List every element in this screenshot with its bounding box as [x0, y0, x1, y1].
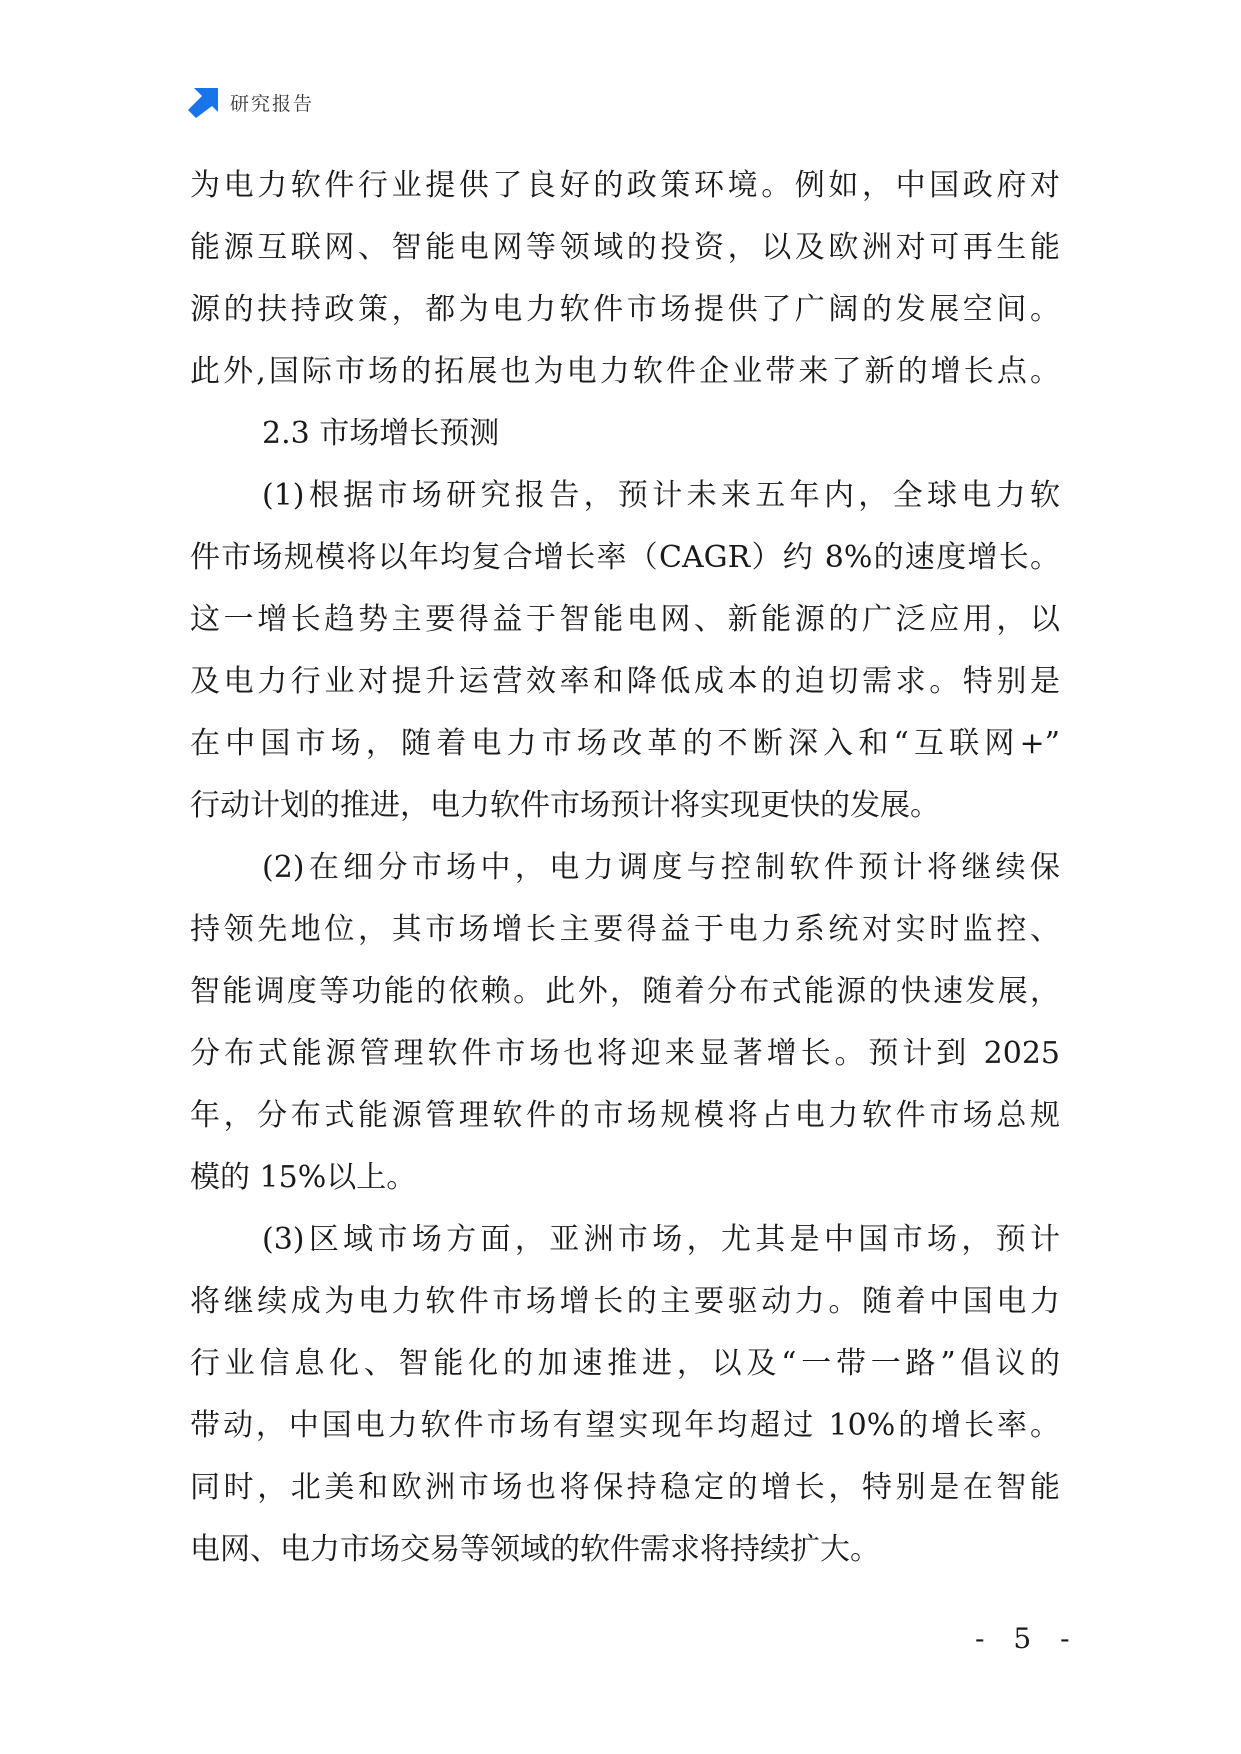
header-label: 研究报告 — [230, 92, 315, 115]
text-line: (3)区域市场方面，亚洲市场，尤其是中国市场，预计 — [262, 1222, 1060, 1257]
text-line: 年，分布式能源管理软件的市场规模将占电力软件市场总规 — [190, 1098, 1060, 1133]
arrow-up-right-icon — [188, 86, 220, 118]
text-line: (1)根据市场研究报告，预计未来五年内，全球电力软 — [262, 478, 1060, 513]
text-line: 同时，北美和欧洲市场也将保持稳定的增长，特别是在智能 — [190, 1470, 1060, 1505]
section-heading: 2.3 市场增长预测 — [262, 416, 500, 451]
text-line: 在中国市场，随着电力市场改革的不断深入和“互联网+” — [190, 726, 1060, 761]
text-line: 将继续成为电力软件市场增长的主要驱动力。随着中国电力 — [190, 1284, 1060, 1319]
text-line: 及电力行业对提升运营效率和降低成本的迫切需求。特别是 — [190, 664, 1060, 699]
text-line: (2)在细分市场中，电力调度与控制软件预计将继续保 — [262, 850, 1060, 885]
text-line: 为电力软件行业提供了良好的政策环境。例如，中国政府对 — [190, 168, 1060, 203]
page-header — [188, 86, 314, 118]
text-line: 行业信息化、智能化的加速推进，以及“一带一路”倡议的 — [190, 1346, 1060, 1381]
text-line: 行动计划的推进，电力软件市场预计将实现更快的发展。 — [190, 788, 940, 823]
page-number: - 5 - — [975, 1622, 1080, 1655]
text-line: 持领先地位，其市场增长主要得益于电力系统对实时监控、 — [190, 912, 1060, 947]
text-line: 源的扶持政策，都为电力软件市场提供了广阔的发展空间。 — [190, 292, 1060, 327]
text-line: 分布式能源管理软件市场也将迎来显著增长。预计到 2025 — [190, 1036, 1060, 1071]
text-line: 电网、电力市场交易等领域的软件需求将持续扩大。 — [190, 1532, 880, 1567]
text-line: 模的 15%以上。 — [190, 1160, 417, 1195]
text-line: 此外,国际市场的拓展也为电力软件企业带来了新的增长点。 — [190, 354, 1060, 389]
text-line: 智能调度等功能的依赖。此外，随着分布式能源的快速发展， — [190, 974, 1060, 1009]
text-line: 这一增长趋势主要得益于智能电网、新能源的广泛应用，以 — [190, 602, 1060, 637]
text-line: 带动，中国电力软件市场有望实现年均超过 10%的增长率。 — [190, 1408, 1060, 1443]
document-body — [190, 155, 1060, 1581]
text-line: 能源互联网、智能电网等领域的投资，以及欧洲对可再生能 — [190, 230, 1060, 265]
text-line: 件市场规模将以年均复合增长率（CAGR）约 8%的速度增长。 — [190, 540, 1060, 575]
